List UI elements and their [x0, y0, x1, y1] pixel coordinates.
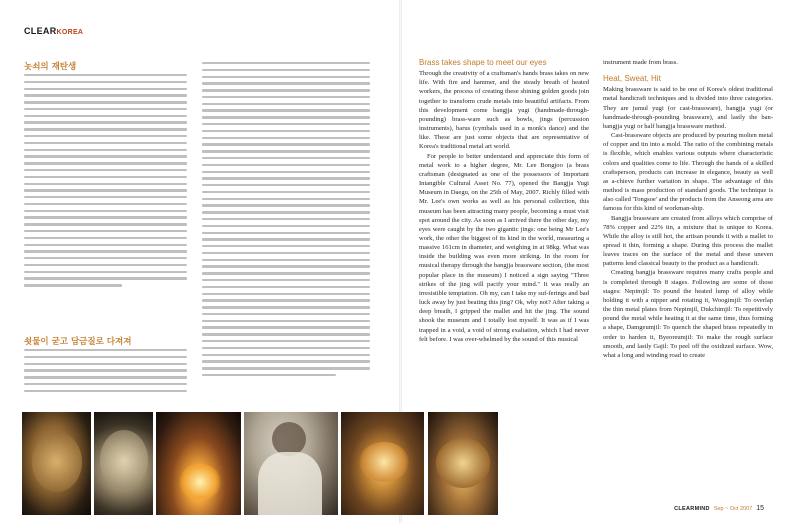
footer-magazine: CLEARMIND	[674, 506, 710, 512]
english-paragraph: Creating bangjja brassware requires many crafts people and is completed through 8 stages. Following are some of those stages: Nepimjil: To pound the heated lump of alloy while holding it with a nipper and rotating it, Woogimjil: To overlap the thin metal plates from Nepimjil, Dukchimjil: To repetitively pound the metal while heating it at the same time, thus forming a shape, Damgeumjil: To quench the shaped brass repeatedly in order to harden it, Byeoreumjil: To make the rough surface smooth, and lastly Gajil: To peel off the oxidized surface. Wow, what a long and winding road to create	[603, 269, 773, 359]
masthead	[24, 22, 83, 36]
page-number: 15	[756, 505, 764, 512]
english-paragraph: Through the creativity of a craftsman's hands brass takes on new life. With fire and hammer, and the steady breath of heated workers, the process of creating these shining golden goods join together to transform crude metals into beautiful artifacts. From this development come bangjja yugi (handmade-through-pounding) brass-ware such as bowls, jings (percussion instruments), barus (cymbals used in a monk's dance) and the like. These are just some objects that are representative of Korea's traditional metal art world.	[419, 70, 589, 151]
english-paragraph: Cast-brassware objects are produced by pouring molten metal of copper and tin into a mold. The ratio of the combining metals is flexible, which enables various outputs where characteristic colors and qualities come to life. Through the hands of a skilled craftsperson, products can increase in elegance, beauty as well as a-chieve further variation in shape. The advantage of this method is mass production of standard goods. The technique is also called 'Tongsoe' and the products from the Anseong area are famous for this kind of workman-ship.	[603, 132, 773, 213]
korean-heading-2: 쇳물이 굳고 담금질로 다져져	[24, 337, 132, 347]
english-paragraph: Making brassware is said to be one of Korea's oldest traditional metal handicraft techniques and is divided into three categories. They are jumul yugi (or cast-brassware), bangjja yugi (or handmade-through-pounding brassware), and lastly the ban-bangjja yugi or half bangjja brassware method.	[603, 86, 773, 130]
english-paragraph: Bangjja brassware are created from alloys which comprise of 78% copper and 22% tin, a mixture that is unique to Korea. While the alloy is still hot, the artisan pounds it with a mallet to spread it thin, forming a shape. During this process the mallet leaves traces on the surface of the metal and these uneven patterns lend classical beauty to the product as a handicraft.	[603, 214, 773, 268]
korean-column-1a	[24, 74, 187, 291]
photo-furnace-fire	[156, 412, 241, 515]
photo-brass-plate	[428, 412, 498, 515]
magazine-logo: CLEARKOREA	[24, 26, 84, 36]
footer-issue: Sep ~ Oct 2007	[713, 506, 753, 512]
korean-heading-1: 놋쇠의 재탄생	[24, 62, 77, 72]
english-paragraph: For people to better understand and appreciate this form of metal work to a higher degree, Mr. Lee Bongjoo (a brass craftsman (designated as one of the possessors of Important Intangible Cultural Asset No. 77), opened the Bangjja Yugi Museum in Daegu, on the 25th of May, 2007. Richly filled with Mr. Lee's own works as well as his personal collection, this museum has been attracting many people, becoming a must visit spot around the city. As soon as I arrived there the other day, my eyes were caught by the two gigantic jings: one being Mr Lee's work, the other the biggest of its kind in the world, measuring a massive 161cm in diameter, and weighing in at 98kg. What was inside the building was even more striking. In the room for musical therapy through the bangjja brassware section, (the most popular place in the museum) I noticed a sign saying "Three strikes of the jing will pacify your mind." It was really an irresistible temptation. Oh my, can I take my suf-ferings and bad luck away by just beating this jing? Ok, why not? After taking a deep breath, I gripped the mallet and hit the jing. The sound shook the museum and I totally lost myself. It was as if I was trapped in a void, a void of strong exaltation, which I had never felt before. I was over-whelmed by the sound of this musical	[419, 152, 589, 343]
english-heading-1: Brass takes shape to meet our eyes	[419, 58, 547, 67]
photo-brass-jing	[94, 412, 153, 515]
english-paragraph-lead: instrument made from brass.	[603, 59, 678, 66]
english-heading-2: Heat, Sweat, Hit	[603, 74, 661, 84]
photo-craftsman	[244, 412, 339, 515]
page-footer	[674, 505, 764, 512]
photo-brass-bowls	[22, 412, 91, 515]
korean-column-2	[202, 62, 370, 381]
photo-strip-right	[428, 412, 498, 515]
english-column-2	[603, 58, 773, 503]
korean-column-1b	[24, 349, 187, 396]
photo-strip	[22, 412, 424, 515]
photo-hammering	[341, 412, 424, 515]
